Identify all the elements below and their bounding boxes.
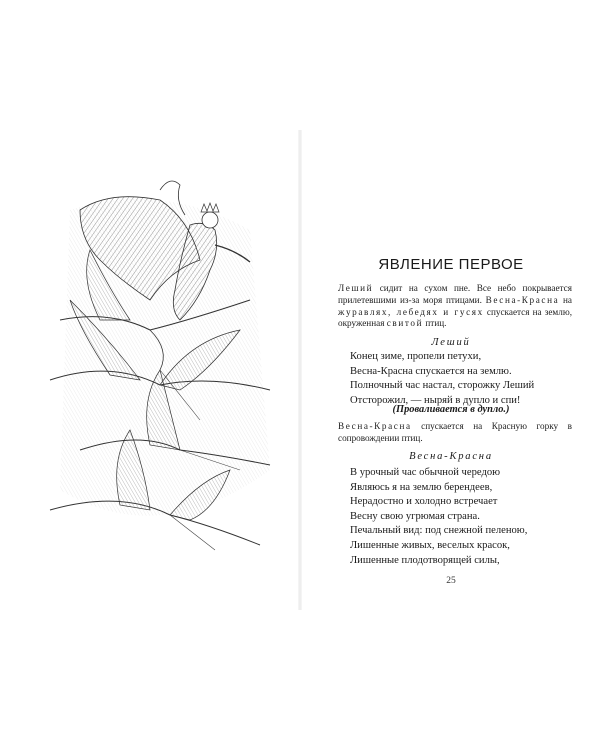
verse-line: Полночный час настал, сторожку Леший <box>350 380 535 392</box>
verse-line: Лишенные живых, веселых красок, <box>350 539 510 551</box>
verse-line: Весна-Красна спускается на землю. <box>350 365 512 377</box>
character-name-vesna: Весна-Красна <box>485 294 560 305</box>
verse-line: Являюсь я на землю берендеев, <box>350 481 493 493</box>
verse-line: В урочный час обычной чередою <box>350 467 501 478</box>
verse-line: Весну свою угрюмая страна. <box>350 510 480 522</box>
stage-direction-falls: (Проваливается в дупло.) <box>392 404 510 415</box>
verse-line: Конец зиме, пропели петухи, <box>350 351 482 362</box>
retinue-word: свитой <box>386 318 424 329</box>
verse-line: Печальный вид: под снежной пеленою, <box>350 525 528 537</box>
birds-list: журавлях, лебедях и гусях <box>338 306 484 317</box>
stage-text: птиц. <box>423 318 447 329</box>
verse-line: Нерадостно и холодно встречает <box>350 496 498 508</box>
verse-line: Лишенные плодотворящей силы, <box>350 554 500 566</box>
scene-title: ЯВЛЕНИЕ ПЕРВОЕ <box>378 256 524 273</box>
speaker-vesna: Весна-Красна <box>409 451 493 462</box>
stage-direction-opening <box>338 283 572 330</box>
verse-line: Отсторожил, — ныряй в дупло и спи! <box>350 394 521 406</box>
engraving-spring-maiden-with-cranes-icon <box>40 170 280 570</box>
verse-leshy <box>350 350 590 408</box>
stage-text: спускается на Красную горку в сопровождении птиц. <box>338 421 572 443</box>
character-name-vesna: Весна-Красна <box>338 421 412 431</box>
stage-text: на <box>559 294 573 305</box>
speaker-leshy: Леший <box>431 337 471 348</box>
stage-text: сидит на сухом пне. Все небо покрывается прилетевшими из-за моря птицами. <box>338 283 572 305</box>
stage-text: спускается на землю, окруженная <box>338 306 572 329</box>
stage-direction-vesna-descends <box>338 421 572 445</box>
verse-vesna <box>350 466 590 568</box>
character-name-leshy: Леший <box>338 283 374 293</box>
page-number: 25 <box>446 576 456 586</box>
